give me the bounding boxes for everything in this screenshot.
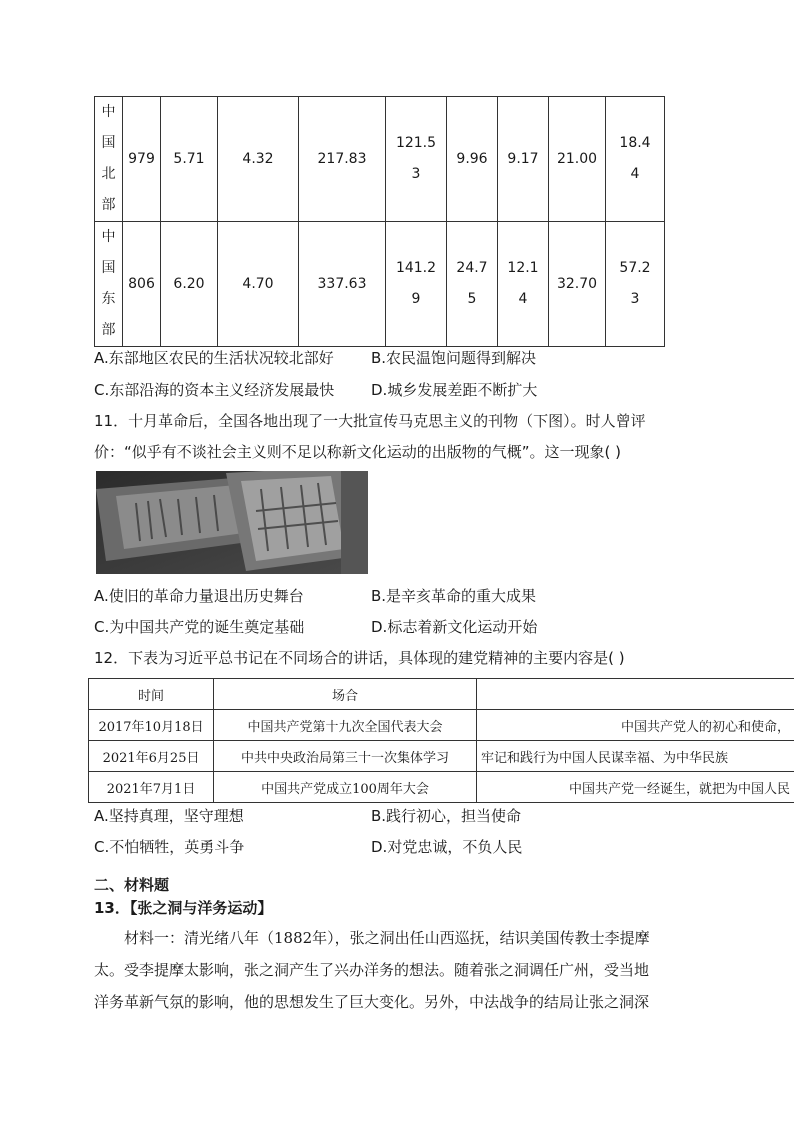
data-cell [123,222,161,347]
region-char: 部 [101,197,116,213]
row-content: 牢记和践行为中国人民谋幸福、为中华民族 [476,741,794,772]
cell-value: 979 [128,150,155,167]
table-row [95,97,665,222]
q13-title: 13．【张之洞与洋务运动】 [94,899,273,917]
row-occasion: 中共中央政治局第三十一次集体学习 [214,741,477,772]
data-cell [549,222,606,347]
q11-option-b[interactable]: B.是辛亥革命的重大成果 [371,587,537,605]
material-line3: 洋务革新气氛的影响，他的思想发生了巨大变化。另外，中法战争的结局让张之洞深 [94,993,650,1011]
speech-table-header [89,679,794,710]
cell-value: 4 [630,166,640,182]
cell-value: 32.70 [556,275,598,292]
cell-value: 806 [128,275,155,292]
data-cell [218,97,299,222]
data-cell [606,97,665,222]
table-row [95,222,665,347]
region-char: 国 [101,260,116,276]
cell-value: 5.71 [173,150,205,167]
q12-option-b[interactable]: B.践行初心，担当使命 [371,807,522,825]
cell-value: 18.4 [619,135,651,151]
row-content: 中国共产党人的初心和使命， [476,710,794,741]
statistics-table [94,96,665,347]
data-cell [447,222,498,347]
cell-value: 9 [411,291,421,307]
region-char: 部 [101,322,116,338]
cell-value: 5 [467,291,477,307]
cell-value: 3 [630,291,640,307]
header-time: 时间 [89,679,214,710]
region-cell [95,222,123,347]
data-cell [386,222,447,347]
region-char: 北 [101,166,116,182]
q11-option-d[interactable]: D.标志着新文化运动开始 [371,618,538,636]
q11-option-a[interactable]: A.使旧的革命力量退出历史舞台 [94,587,304,605]
q10-option-c[interactable]: C.东部沿海的资本主义经济发展最快 [94,381,335,399]
periodicals-photo [96,471,368,574]
table-row [89,741,794,772]
cell-value: 12.1 [507,260,539,276]
q10-option-b[interactable]: B.农民温饱问题得到解决 [371,349,537,367]
header-content [476,679,794,710]
cell-value: 4.32 [242,150,274,167]
q12-option-d[interactable]: D.对党忠诚，不负人民 [371,838,523,856]
section-heading: 二、材料题 [94,876,170,894]
data-cell [123,97,161,222]
region-char: 国 [101,135,116,151]
row-date: 2017年10月18日 [89,710,214,741]
row-date: 2021年6月25日 [89,741,214,772]
data-cell [161,222,218,347]
cell-value: 9.96 [456,150,488,167]
cell-value: 4 [518,291,528,307]
header-occasion: 场合 [214,679,477,710]
q10-option-d[interactable]: D.城乡发展差距不断扩大 [371,381,538,399]
data-cell [498,97,549,222]
cell-value: 217.83 [317,150,367,167]
cell-value: 24.7 [456,260,488,276]
cell-value: 57.2 [619,260,651,276]
speech-table [88,678,794,803]
region-char: 中 [101,229,116,245]
material-line2: 太。受李提摩太影响，张之洞产生了兴办洋务的想法。随着张之洞调任广州，受当地 [94,961,650,979]
material-line1: 材料一：清光绪八年（1882年），张之洞出任山西巡抚，结识美国传教士李提摩 [94,929,650,947]
cell-value: 3 [411,166,421,182]
cell-value: 21.00 [556,150,598,167]
region-char: 东 [101,291,116,307]
cell-value: 9.17 [507,150,539,167]
data-cell [447,97,498,222]
q12-option-c[interactable]: C.不怕牺牲，英勇斗争 [94,838,245,856]
cell-value: 121.5 [395,135,437,151]
q10-option-a[interactable]: A.东部地区农民的生活状况较北部好 [94,349,334,367]
table-row [89,772,794,803]
data-cell [218,222,299,347]
data-cell [161,97,218,222]
data-cell [498,222,549,347]
periodicals-image-icon [96,471,368,574]
data-cell [386,97,447,222]
cell-value: 4.70 [242,275,274,292]
q12-stem: 12．下表为习近平总书记在不同场合的讲话，具体现的建党精神的主要内容是( ) [94,649,625,667]
data-cell [299,97,386,222]
data-cell [606,222,665,347]
table-row [89,710,794,741]
q12-option-a[interactable]: A.坚持真理，坚守理想 [94,807,244,825]
data-cell [299,222,386,347]
row-content: 中国共产党一经诞生，就把为中国人民 [476,772,794,803]
row-date: 2021年7月1日 [89,772,214,803]
cell-value: 141.2 [395,260,437,276]
region-char: 中 [101,104,116,120]
q11-stem-line1: 11．十月革命后，全国各地出现了一大批宣传马克思主义的刊物（下图）。时人曾评 [94,412,646,430]
cell-value: 337.63 [317,275,367,292]
region-cell [95,97,123,222]
data-cell [549,97,606,222]
row-occasion: 中国共产党成立100周年大会 [214,772,477,803]
q11-stem-line2: 价：“似乎有不谈社会主义则不足以称新文化运动的出版物的气概”。这一现象( ) [94,443,622,461]
cell-value: 6.20 [173,275,205,292]
q11-option-c[interactable]: C.为中国共产党的诞生奠定基础 [94,618,305,636]
row-occasion: 中国共产党第十九次全国代表大会 [214,710,477,741]
